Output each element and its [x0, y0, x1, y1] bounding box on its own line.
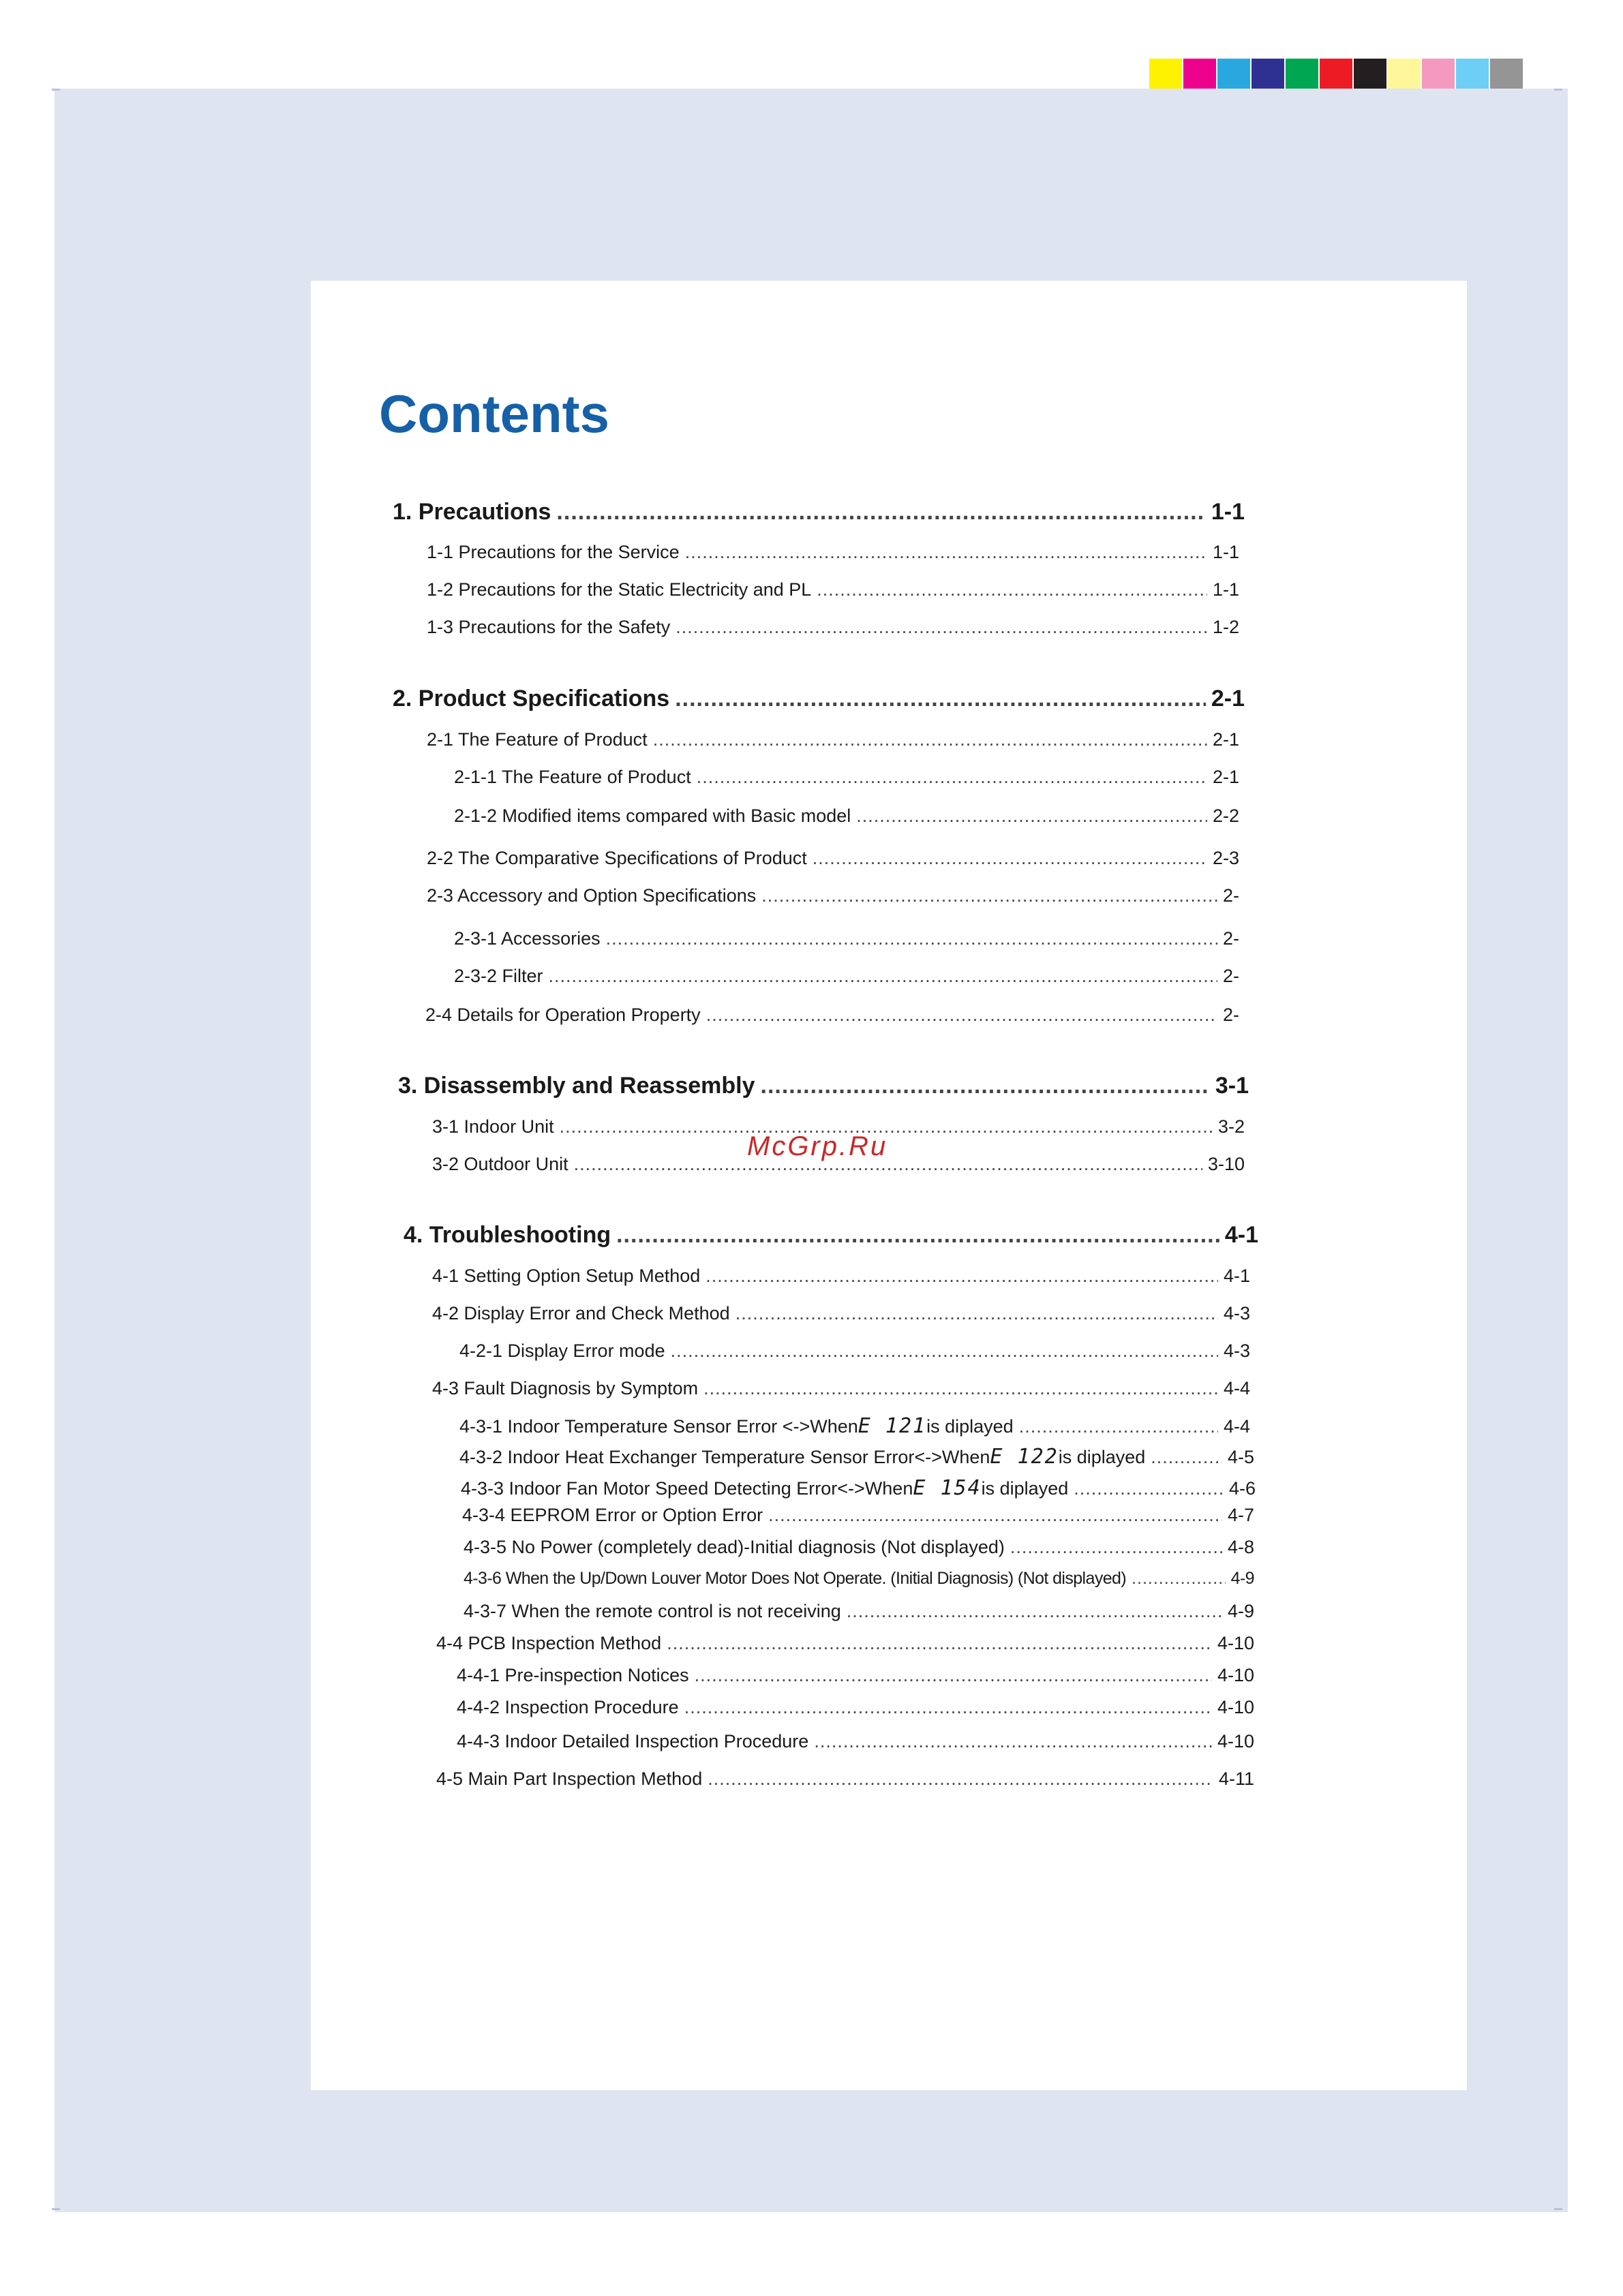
- toc-entry[interactable]: [457, 1697, 1254, 1718]
- toc-page: 4-1: [1223, 1266, 1250, 1286]
- toc-page: 2-2: [1212, 806, 1239, 826]
- toc-label: 4-3 Fault Diagnosis by Symptom: [432, 1378, 699, 1398]
- crop-mark: [52, 2208, 60, 2210]
- toc-label: 1. Precautions: [393, 499, 551, 525]
- toc-entry[interactable]: [454, 928, 1239, 949]
- toc-entry[interactable]: [464, 1537, 1254, 1558]
- toc-page: 4-6: [1228, 1478, 1256, 1499]
- toc-page: 4-9: [1230, 1569, 1254, 1588]
- toc-page: 4-4: [1223, 1378, 1250, 1398]
- toc-label: 4-1 Setting Option Setup Method: [432, 1266, 701, 1286]
- toc-page: 3-10: [1207, 1154, 1245, 1174]
- toc-label: 2-3-2 Filter: [454, 966, 543, 986]
- toc-page: 4-9: [1227, 1601, 1254, 1621]
- toc-entry[interactable]: [427, 542, 1239, 563]
- toc-label: 1-3 Precautions for the Safety: [427, 617, 671, 637]
- toc-label: 2-1-2 Modified items compared with Basic model: [454, 806, 851, 826]
- contents-page: [311, 281, 1467, 2090]
- toc-page: 4-10: [1217, 1697, 1254, 1717]
- toc-label: 2-1 The Feature of Product: [427, 729, 648, 750]
- toc-entry[interactable]: [432, 1303, 1250, 1324]
- toc-label: 3-1 Indoor Unit: [432, 1116, 554, 1137]
- toc-entry[interactable]: [427, 729, 1239, 750]
- toc-label: 3. Disassembly and Reassembly: [398, 1073, 755, 1099]
- toc-page: 4-3: [1223, 1303, 1250, 1323]
- swatch-magenta: [1183, 59, 1216, 91]
- toc-page: 4-10: [1217, 1633, 1254, 1653]
- toc-page: 2-: [1222, 1005, 1239, 1025]
- toc-label: 4-4 PCB Inspection Method: [436, 1633, 662, 1653]
- error-code-display: E 154: [913, 1476, 982, 1500]
- toc-chapter-4[interactable]: [404, 1222, 1258, 1249]
- toc-entry[interactable]: [436, 1633, 1254, 1654]
- toc-page: 4-7: [1227, 1505, 1254, 1525]
- toc-label: 4-3-2 Indoor Heat Exchanger Temperature Sensor Error<->When: [459, 1447, 990, 1467]
- toc-entry[interactable]: [454, 806, 1239, 827]
- toc-entry[interactable]: [462, 1505, 1254, 1526]
- toc-page: 2-1: [1212, 767, 1239, 787]
- toc-label: 4-4-1 Pre-inspection Notices: [457, 1665, 689, 1685]
- toc-label: 3-2 Outdoor Unit: [432, 1154, 568, 1174]
- toc-page: 4-5: [1227, 1447, 1254, 1467]
- toc-page: 1-1: [1211, 499, 1245, 525]
- toc-page: 3-1: [1215, 1073, 1249, 1099]
- toc-label: 4-3-4 EEPROM Error or Option Error: [462, 1505, 763, 1525]
- toc-label: 1-1 Precautions for the Service: [427, 542, 680, 562]
- toc-page: 3-2: [1217, 1116, 1245, 1137]
- swatch-light-cyan: [1456, 59, 1489, 91]
- toc-page: 2-: [1222, 928, 1239, 949]
- toc-label-suffix: is diplayed: [926, 1416, 1014, 1437]
- toc-entry[interactable]: [454, 767, 1239, 788]
- toc-page: 4-1: [1224, 1222, 1258, 1248]
- toc-page: 4-3: [1223, 1341, 1250, 1361]
- toc-page: 4-10: [1217, 1731, 1254, 1751]
- toc-entry[interactable]: [457, 1665, 1254, 1686]
- toc-label: 4-3-3 Indoor Fan Motor Speed Detecting Error<->When: [461, 1478, 913, 1499]
- toc-label: 2-4 Details for Operation Property: [425, 1005, 701, 1025]
- swatch-yellow: [1149, 59, 1182, 91]
- error-code-display: E 121: [858, 1414, 927, 1438]
- swatch-gray: [1490, 59, 1523, 91]
- toc-chapter-2[interactable]: [393, 686, 1245, 712]
- toc-entry[interactable]: [459, 1445, 1254, 1469]
- toc-entry[interactable]: [427, 848, 1239, 869]
- swatch-navy: [1252, 59, 1284, 91]
- toc-label: 4-2-1 Display Error mode: [459, 1341, 665, 1361]
- toc-page: 2-: [1222, 966, 1239, 986]
- toc-page: 2-1: [1212, 729, 1239, 750]
- toc-label: 4-2 Display Error and Check Method: [432, 1303, 730, 1323]
- toc-page: 4-8: [1227, 1537, 1254, 1557]
- toc-entry[interactable]: [436, 1769, 1254, 1790]
- toc-label: 4-4-3 Indoor Detailed Inspection Procedure: [457, 1731, 809, 1751]
- toc-label: 2-1-1 The Feature of Product: [454, 767, 691, 787]
- toc-page: 1-1: [1212, 579, 1239, 600]
- toc-label: 1-2 Precautions for the Static Electricity and PL: [427, 579, 812, 600]
- toc-entry[interactable]: [464, 1569, 1254, 1589]
- toc-page: 1-1: [1212, 542, 1239, 562]
- toc-label: 4-5 Main Part Inspection Method: [436, 1769, 703, 1789]
- toc-entry[interactable]: [427, 617, 1239, 638]
- toc-entry[interactable]: [461, 1476, 1256, 1500]
- toc-label: 2-3 Accessory and Option Specifications: [427, 885, 757, 906]
- toc-page: 4-4: [1223, 1416, 1250, 1437]
- toc-page: 2-1: [1211, 686, 1245, 711]
- toc-label: 4-3-7 When the remote control is not receiving: [464, 1601, 841, 1621]
- crop-mark: [52, 89, 60, 91]
- toc-label: 4-4-2 Inspection Procedure: [457, 1697, 679, 1717]
- toc-entry[interactable]: [432, 1266, 1250, 1287]
- toc-entry[interactable]: [454, 966, 1239, 987]
- swatch-light-yellow: [1388, 59, 1421, 91]
- toc-label: 4-3-5 No Power (completely dead)-Initial diagnosis (Not displayed): [464, 1537, 1005, 1557]
- toc-page: 4-11: [1218, 1769, 1254, 1789]
- error-code-display: E 122: [990, 1445, 1059, 1469]
- crop-mark: [1554, 89, 1562, 91]
- toc-entry[interactable]: [425, 1005, 1239, 1026]
- toc-page: 2-3: [1212, 848, 1239, 868]
- toc-label: 2-3-1 Accessories: [454, 928, 601, 949]
- table-of-contents: [311, 281, 1467, 2090]
- toc-entry[interactable]: [457, 1731, 1254, 1752]
- toc-page: 4-10: [1217, 1665, 1254, 1685]
- swatch-black: [1354, 59, 1386, 91]
- toc-label: 4-3-1 Indoor Temperature Sensor Error <->When: [459, 1416, 858, 1437]
- toc-label-suffix: is diplayed: [981, 1478, 1069, 1499]
- swatch-green: [1286, 59, 1318, 91]
- toc-entry[interactable]: [427, 579, 1239, 600]
- toc-entry[interactable]: [459, 1414, 1250, 1438]
- toc-entry[interactable]: [427, 885, 1239, 906]
- toc-entry[interactable]: [464, 1601, 1254, 1622]
- toc-label-suffix: is diplayed: [1058, 1447, 1146, 1467]
- page-title: Contents: [379, 384, 609, 444]
- crop-mark: [1554, 2208, 1562, 2210]
- toc-page: 2-: [1222, 885, 1239, 906]
- swatch-cyan: [1217, 59, 1250, 91]
- color-calibration-bar: [1149, 59, 1523, 91]
- toc-label: 2. Product Specifications: [393, 686, 670, 711]
- toc-page: 1-2: [1212, 617, 1239, 637]
- toc-chapter-3[interactable]: [398, 1073, 1249, 1099]
- toc-label: 4-3-6 When the Up/Down Louver Motor Does Not Operate. (Initial Diagnosis) (Not displayed): [464, 1569, 1127, 1588]
- toc-label: 4. Troubleshooting: [404, 1222, 611, 1248]
- toc-entry[interactable]: [432, 1378, 1250, 1399]
- swatch-red: [1320, 59, 1352, 91]
- toc-chapter-1[interactable]: [393, 499, 1245, 525]
- toc-entry[interactable]: [459, 1341, 1250, 1362]
- toc-label: 2-2 The Comparative Specifications of Product: [427, 848, 807, 868]
- watermark: McGrp.Ru: [747, 1131, 888, 1161]
- swatch-pink: [1422, 59, 1455, 91]
